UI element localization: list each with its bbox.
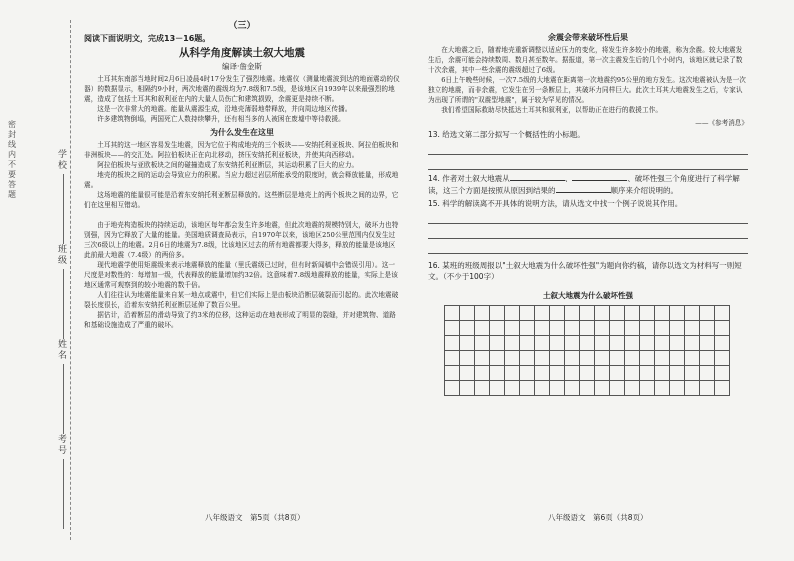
grid-cell[interactable]: [700, 336, 715, 351]
grid-cell[interactable]: [670, 306, 685, 321]
grid-cell[interactable]: [460, 366, 475, 381]
grid-cell[interactable]: [610, 366, 625, 381]
question-15: 15. 科学的解读离不开具体的说明方法，请从选文中找一个例子说说其作用。: [428, 199, 683, 208]
grid-cell[interactable]: [715, 306, 730, 321]
binding-field-name: 姓名: [58, 340, 68, 436]
grid-cell[interactable]: [595, 321, 610, 336]
grid-cell[interactable]: [640, 321, 655, 336]
grid-cell[interactable]: [490, 381, 505, 396]
grid-cell[interactable]: [520, 336, 535, 351]
right-page: [428, 18, 748, 396]
grid-cell[interactable]: [490, 351, 505, 366]
grid-cell[interactable]: [505, 366, 520, 381]
question-16: 16. 某班的班级周报以"土叙大地震为什么破坏性强"为题向你约稿，请你以选文为材料写一则短文。（不少于100字）: [428, 261, 742, 281]
grid-cell[interactable]: [580, 306, 595, 321]
grid-cell[interactable]: [505, 351, 520, 366]
grid-cell[interactable]: [640, 366, 655, 381]
answer-line[interactable]: [428, 209, 748, 224]
grid-cell[interactable]: [715, 366, 730, 381]
grid-cell[interactable]: [535, 366, 550, 381]
grid-cell[interactable]: [550, 336, 565, 351]
page-footer-right: 八年级语文 第6页（共8页）: [548, 513, 648, 522]
grid-cell[interactable]: [700, 306, 715, 321]
paragraph: 6日上午晚些时候，一次7.5级的大地震在距离第一次地震约95公里的地方发生。这次地震被认为是一次独立的地震，而非余震，它发生在另一条断层上，其破坏力同样巨大。此次土耳其大地震发生之后，专家认为出现了所谓的"双震型地震"，属于较为罕见的情况。: [428, 76, 746, 104]
paragraph: 土耳其的这一地区容易发生地震，因为它位于构成地壳的三个板块——安纳托利亚板块、阿拉伯板块和非洲板块——的交汇处。阿拉伯板块正在向北移动，挤压安纳托利亚板块，并使其向西移动。: [84, 141, 399, 159]
grid-cell[interactable]: [655, 381, 670, 396]
grid-cell[interactable]: [550, 321, 565, 336]
grid-cell[interactable]: [625, 381, 640, 396]
article-source: ——《参考消息》: [695, 119, 748, 127]
grid-cell[interactable]: [625, 321, 640, 336]
grid-cell[interactable]: [670, 336, 685, 351]
grid-cell[interactable]: [565, 381, 580, 396]
grid-cell[interactable]: [655, 321, 670, 336]
grid-cell[interactable]: [595, 306, 610, 321]
grid-cell[interactable]: [715, 336, 730, 351]
grid-cell[interactable]: [445, 381, 460, 396]
grid-cell[interactable]: [490, 306, 505, 321]
grid-cell[interactable]: [670, 321, 685, 336]
grid-cell[interactable]: [580, 381, 595, 396]
paragraph: 许多建筑物倒塌，两国死亡人数持续攀升，还有相当多的人被困在废墟中等待救援。: [97, 115, 345, 123]
grid-cell[interactable]: [580, 321, 595, 336]
grid-cell[interactable]: [685, 366, 700, 381]
binding-field-number: 考号: [58, 435, 68, 531]
grid-cell[interactable]: [475, 306, 490, 321]
grid-cell[interactable]: [445, 366, 460, 381]
grid-cell[interactable]: [475, 321, 490, 336]
paragraph: 由于地壳构造板块的持续运动，该地区每年都会发生许多地震，但此次地震的规模特别大，破坏力也特别强，因为它释放了大量的能量。美国地质调查局表示，自1970年以来，该地区250公里范围内仅发生过三次6级以上的地震。2月6日的地震为7.8级，比该地区过去的所有地震都要大得多，释放的能量是该地区此前最大地震（7.4级）的两倍多。: [84, 221, 399, 259]
grid-cell[interactable]: [460, 351, 475, 366]
grid-cell[interactable]: [475, 351, 490, 366]
grid-cell[interactable]: [715, 351, 730, 366]
answer-line[interactable]: [428, 239, 748, 254]
grid-cell[interactable]: [685, 321, 700, 336]
grid-cell[interactable]: [595, 381, 610, 396]
grid-cell[interactable]: [490, 336, 505, 351]
paragraph: 地壳的板块之间的运动会导致应力的积累。当应力超过岩层所能承受的限度时，就会释放能量，形成地震。: [84, 171, 399, 189]
grid-cell[interactable]: [595, 351, 610, 366]
left-page: [84, 18, 400, 330]
grid-cell[interactable]: [655, 306, 670, 321]
essay-title: 土叙大地震为什么破坏性强: [543, 291, 633, 300]
grid-cell[interactable]: [520, 321, 535, 336]
grid-cell[interactable]: [625, 306, 640, 321]
grid-cell[interactable]: [475, 366, 490, 381]
grid-cell[interactable]: [580, 366, 595, 381]
grid-cell[interactable]: [505, 306, 520, 321]
grid-cell[interactable]: [550, 381, 565, 396]
grid-cell[interactable]: [625, 336, 640, 351]
grid-cell[interactable]: [535, 321, 550, 336]
blank-14-2[interactable]: [572, 172, 627, 181]
grid-cell[interactable]: [445, 351, 460, 366]
grid-cell[interactable]: [580, 351, 595, 366]
grid-cell[interactable]: [520, 306, 535, 321]
right-heading: 余震会带来破坏性后果: [548, 33, 628, 42]
grid-cell[interactable]: [490, 321, 505, 336]
grid-cell[interactable]: [460, 336, 475, 351]
grid-cell[interactable]: [610, 351, 625, 366]
grid-cell[interactable]: [715, 381, 730, 396]
grid-cell[interactable]: [505, 381, 520, 396]
blank-14-3[interactable]: [556, 184, 611, 193]
grid-cell[interactable]: [520, 381, 535, 396]
question-14: 14. 作者对土叙大地震从 、 、破坏性强三个角度进行了科学解读，这三个方面是按照从原因到结果的 顺序来介绍说明的。: [428, 174, 740, 195]
grid-cell[interactable]: [685, 306, 700, 321]
grid-cell[interactable]: [700, 366, 715, 381]
grid-cell[interactable]: [625, 351, 640, 366]
grid-cell[interactable]: [640, 336, 655, 351]
grid-cell[interactable]: [460, 381, 475, 396]
grid-cell[interactable]: [550, 306, 565, 321]
answer-line[interactable]: [428, 155, 748, 170]
grid-cell[interactable]: [550, 366, 565, 381]
grid-cell[interactable]: [625, 366, 640, 381]
grid-cell[interactable]: [535, 381, 550, 396]
grid-cell[interactable]: [670, 351, 685, 366]
grid-cell[interactable]: [655, 351, 670, 366]
grid-cell[interactable]: [580, 336, 595, 351]
grid-cell[interactable]: [565, 351, 580, 366]
grid-cell[interactable]: [640, 306, 655, 321]
grid-cell[interactable]: [655, 366, 670, 381]
blank-14-1[interactable]: [510, 172, 565, 181]
grid-cell[interactable]: [460, 306, 475, 321]
grid-cell[interactable]: [460, 321, 475, 336]
paragraph: 人们往往认为地震能量来自某一地点或震中，但它们实际上是由板块沿断层破裂而引起的。此次地震破裂长度很长，沿着东安纳托利亚断层延伸了数百公里。: [84, 291, 399, 309]
grid-cell[interactable]: [610, 336, 625, 351]
paragraph: 在大地震之后，随着地壳重新调整以适应压力的变化，将发生许多较小的地震，称为余震。较大地震发生后，余震可能会持续数周、数月甚至数年。据报道，第一次主震发生后的几个小时内，该地区就记录了数十次余震，其中一些余震的震级超过了6级。: [428, 46, 743, 74]
grid-cell[interactable]: [700, 381, 715, 396]
grid-cell[interactable]: [445, 336, 460, 351]
grid-cell[interactable]: [535, 336, 550, 351]
grid-cell[interactable]: [595, 366, 610, 381]
paragraph: 据估计，沿着断层的滑动导致了约3米的位移，这种运动在地表形成了明显的裂缝，并对建筑物、道路和基础设施造成了严重的破坏。: [84, 311, 397, 329]
grid-cell[interactable]: [565, 366, 580, 381]
grid-cell[interactable]: [640, 381, 655, 396]
grid-cell[interactable]: [490, 366, 505, 381]
grid-cell[interactable]: [700, 321, 715, 336]
grid-cell[interactable]: [640, 351, 655, 366]
grid-cell[interactable]: [700, 351, 715, 366]
binding-note: 密封线内不要答题: [8, 120, 16, 199]
article-title: 从科学角度解读土叙大地震: [179, 47, 305, 59]
grid-cell[interactable]: [520, 351, 535, 366]
reading-instruction: 阅读下面说明文，完成13－16题。: [84, 34, 211, 43]
section-number: （三）: [228, 21, 256, 31]
question-13: 13. 给选文第二部分拟写一个概括性的小标题。: [428, 130, 585, 139]
paragraph: 这是一次非常大的地震。能量从震源生成，沿地壳薄弱地带释放，并向周边地区传播。: [97, 105, 352, 113]
grid-cell[interactable]: [445, 321, 460, 336]
grid-cell[interactable]: [550, 351, 565, 366]
paragraph: 这场地震的能量很可能是沿着东安纳托利亚断层释放的。这些断层是地壳上的两个板块之间的边界，它们在这里相互错动。: [84, 191, 399, 209]
grid-cell[interactable]: [520, 366, 535, 381]
answer-line[interactable]: [428, 224, 748, 239]
grid-cell[interactable]: [535, 351, 550, 366]
section-subheading: 为什么发生在这里: [210, 128, 274, 137]
binding-field-class: 班级: [58, 245, 68, 341]
grid-cell[interactable]: [475, 381, 490, 396]
grid-cell[interactable]: [670, 381, 685, 396]
grid-cell[interactable]: [685, 381, 700, 396]
grid-cell[interactable]: [685, 336, 700, 351]
paragraph: 现代地震学使用矩震级来表示地震释放的能量（里氏震级已过时，但有时新闻稿中会错误引用）。这一尺度是对数性的：每增加一级，代表释放的能量增加约32倍。这意味着7.8级地震释放的能量，实际上是该地区通常可观察到的较小地震的数千倍。: [84, 261, 398, 289]
grid-cell[interactable]: [565, 306, 580, 321]
grid-cell[interactable]: [655, 336, 670, 351]
binding-margin: [0, 0, 80, 561]
grid-cell[interactable]: [505, 321, 520, 336]
article-byline: 编译·詹金斯: [222, 62, 262, 71]
grid-cell[interactable]: [685, 351, 700, 366]
seal-line: [70, 20, 71, 540]
paragraph: 阿拉伯板块与亚欧板块之间的碰撞造成了东安纳托利亚断层，其运动积累了巨大的应力。: [97, 161, 359, 169]
writing-grid[interactable]: [444, 305, 730, 396]
grid-cell[interactable]: [610, 321, 625, 336]
grid-cell[interactable]: [715, 321, 730, 336]
page-footer-left: 八年级语文 第5页（共8页）: [205, 513, 305, 522]
paragraph: 我们希望国际救助尽快抵达土耳其和叙利亚，以帮助正在进行的救援工作。: [441, 106, 663, 114]
binding-field-school: 学校: [58, 150, 68, 246]
paragraph: 土耳其东南部当地时间2月6日凌晨4时17分发生了强烈地震。地震仪（测量地震波到达的地面震动的仪器）的数据显示，相隔约9小时，两次地震的震级均为7.8级和7.5级，是该地区自1939年以来最强烈的地震，造成了包括土耳其和叙利亚在内的大量人员伤亡和建筑损毁，余震更是持续不断。: [84, 75, 400, 103]
grid-cell[interactable]: [610, 306, 625, 321]
grid-cell[interactable]: [505, 336, 520, 351]
answer-line[interactable]: [428, 140, 748, 155]
grid-cell[interactable]: [565, 321, 580, 336]
grid-cell[interactable]: [535, 306, 550, 321]
grid-cell[interactable]: [670, 366, 685, 381]
grid-cell[interactable]: [565, 336, 580, 351]
grid-cell[interactable]: [595, 336, 610, 351]
grid-cell[interactable]: [610, 381, 625, 396]
grid-cell[interactable]: [475, 336, 490, 351]
grid-cell[interactable]: [445, 306, 460, 321]
